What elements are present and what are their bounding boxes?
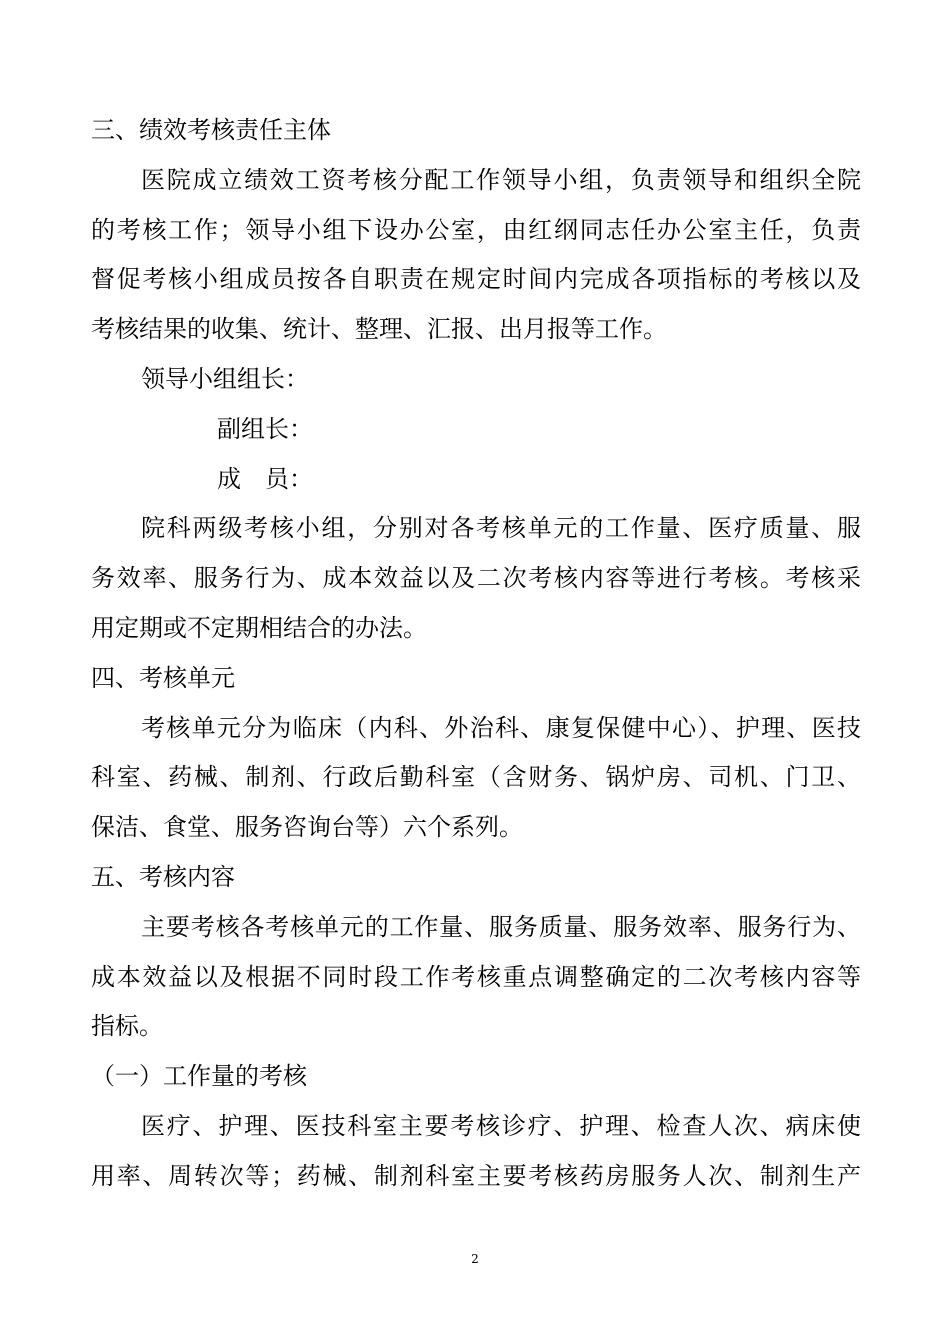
subsection-heading-1: （一）工作量的考核 (91, 1062, 307, 1091)
paragraph-line: 医院成立绩效工资考核分配工作领导小组，负责领导和组织全院 (141, 165, 861, 194)
section-heading-3: 三、绩效考核责任主体 (91, 116, 331, 144)
paragraph-line: 指标。 (91, 1012, 163, 1041)
paragraph-line: 务效率、服务行为、成本效益以及二次考核内容等进行考核。考核采 (91, 564, 861, 593)
paragraph-line: 考核结果的收集、统计、整理、汇报、出月报等工作。 (91, 315, 667, 344)
deputy-leader-label: 副组长： (217, 414, 313, 443)
section-heading-5: 五、考核内容 (91, 862, 235, 891)
paragraph-line: 主要考核各考核单元的工作量、服务质量、服务效率、服务行为、 (141, 912, 861, 941)
paragraph-line: 用定期或不定期相结合的办法。 (91, 613, 427, 642)
paragraph-line: 督促考核小组成员按各自职责在规定时间内完成各项指标的考核以及 (91, 265, 861, 294)
paragraph-line: 院科两级考核小组，分别对各考核单元的工作量、医疗质量、服 (141, 514, 861, 543)
paragraph-line: 科室、药械、制剂、行政后勤科室（含财务、锅炉房、司机、门卫、 (91, 763, 861, 792)
leader-label: 领导小组组长： (141, 364, 309, 393)
paragraph-line: 用率、周转次等；药械、制剂科室主要考核药房服务人次、制剂生产 (91, 1161, 861, 1190)
paragraph-line: 的考核工作；领导小组下设办公室，由红纲同志任办公室主任，负责 (91, 215, 861, 244)
document-body (91, 106, 861, 1202)
page-number: 2 (471, 1252, 479, 1266)
paragraph-line: 成本效益以及根据不同时段工作考核重点调整确定的二次考核内容等 (91, 962, 861, 991)
section-heading-4: 四、考核单元 (91, 663, 235, 692)
paragraph-line: 医疗、护理、医技科室主要考核诊疗、护理、检查人次、病床使 (141, 1111, 861, 1140)
members-label: 成 员： (217, 464, 313, 493)
paragraph-line: 考核单元分为临床（内科、外治科、康复保健中心）、护理、医技 (141, 713, 861, 742)
paragraph-line: 保洁、食堂、服务咨询台等）六个系列。 (91, 813, 523, 842)
